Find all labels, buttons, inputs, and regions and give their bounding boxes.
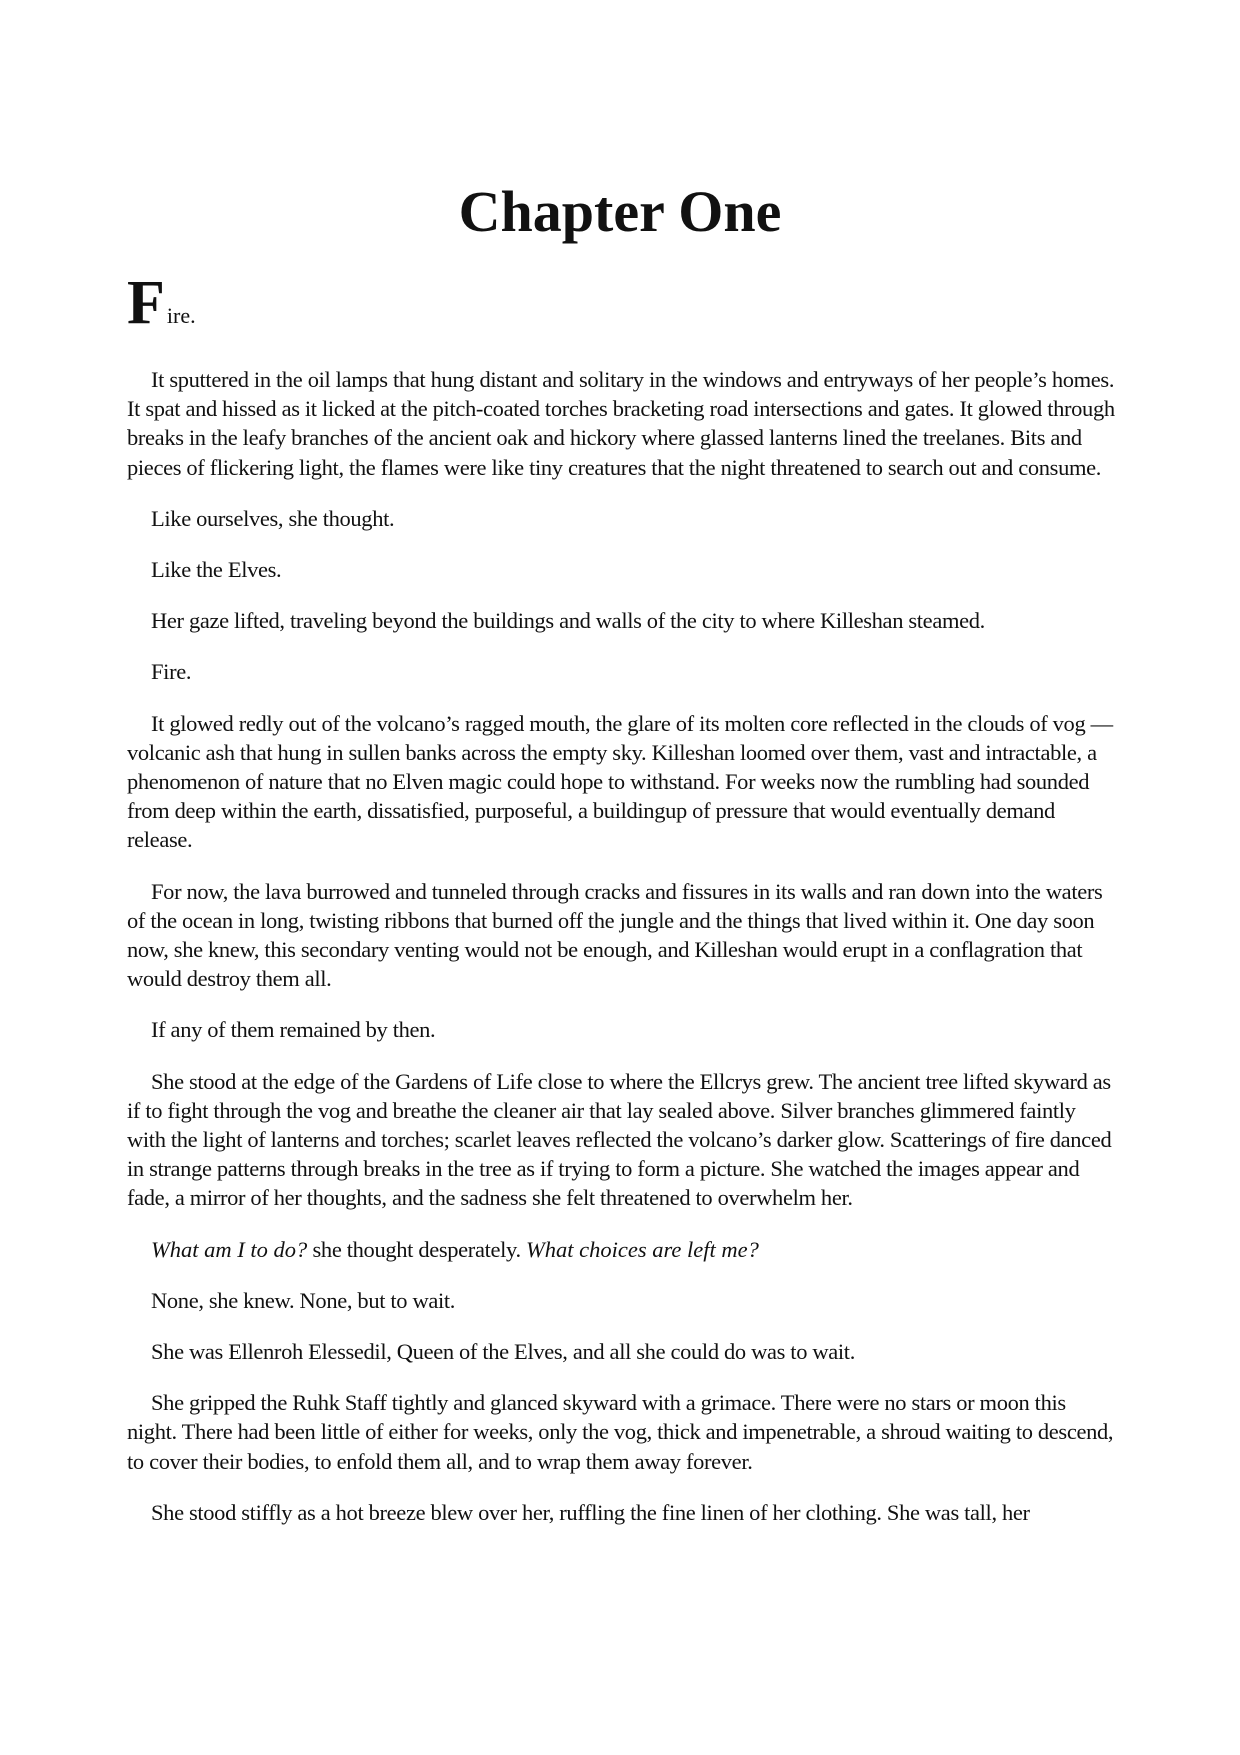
opening-line [127, 269, 196, 342]
paragraph: She stood stiffly as a hot breeze blew over her, ruffling the fine linen of her clothing. She was tall, her [151, 1499, 1030, 1525]
paragraph: She gripped the Ruhk Staff tightly and glanced skyward with a grimace. There were no stars or moon this night. There had been little of either for weeks, only the vog, thick and impenetrable, a shroud waiting to descend, to cover their bodies, to enfold them all, and to wrap them away forever. [127, 1390, 1114, 1474]
thought-paragraph [127, 1235, 1117, 1264]
chapter-body [127, 365, 1117, 1527]
opening-word-rest: ire. [166, 303, 196, 328]
paragraph: She was Ellenroh Elessedil, Queen of the Elves, and all she could do was to wait. [151, 1339, 855, 1365]
paragraph: It sputtered in the oil lamps that hung distant and solitary in the windows and entryways of her people’s homes. It spat and hissed as it licked at the pitch-coated torches bracketing road intersections and gates. It glowed through breaks in the leafy branches of the ancient oak and hickory where glassed lanterns lined the treelanes. Bits and pieces of flickering light, the flames were like tiny creatures that the night threatened to search out and consume. [127, 367, 1115, 480]
paragraph: None, she knew. None, but to wait. [151, 1287, 456, 1313]
paragraph: It glowed redly out of the volcano’s ragged mouth, the glare of its molten core reflected in the clouds of vog — volcanic ash that hung in sullen banks across the empty sky. Killeshan loomed over them, vast and intractable, a phenomenon of nature that no Elven magic could hope to withstand. For weeks now the rumbling had sounded from deep within the earth, dissatisfied, purposeful, a buildingup of pressure that would eventually demand release. [127, 710, 1113, 853]
paragraph: If any of them remained by then. [151, 1017, 436, 1043]
paragraph: Her gaze lifted, traveling beyond the buildings and walls of the city to where Killeshan steamed. [151, 608, 985, 634]
drop-cap: F [127, 269, 165, 337]
thought-italic-2: What choices are left me? [526, 1236, 759, 1262]
paragraph: For now, the lava burrowed and tunneled through cracks and fissures in its walls and ran down into the waters of the ocean in long, twisting ribbons that burned off the jungle and the things that lived within it. One day soon now, she knew, this secondary venting would not be enough, and Killeshan would erupt in a conflagration that would destroy them all. [127, 878, 1103, 992]
paragraph: She stood at the edge of the Gardens of Life close to where the Ellcrys grew. The ancient tree lifted skyward as if to fight through the vog and breathe the cleaner air that lay sealed above. Silver branches glimmered faintly with the light of lanterns and torches; scarlet leaves reflected the volcano’s darker glow. Scatterings of fire danced in strange patterns through breaks in the tree as if trying to form a picture. She watched the images appear and fade, a mirror of her thoughts, and the sadness she felt threatened to overwhelm her. [127, 1068, 1112, 1211]
paragraph: Like ourselves, she thought. [151, 505, 395, 531]
chapter-title: Chapter One [458, 179, 782, 244]
paragraph: Like the Elves. [151, 557, 282, 583]
thought-italic-1: What am I to do? [151, 1236, 308, 1262]
paragraph: Fire. [151, 659, 192, 685]
thought-text: she thought desperately. [307, 1236, 527, 1262]
